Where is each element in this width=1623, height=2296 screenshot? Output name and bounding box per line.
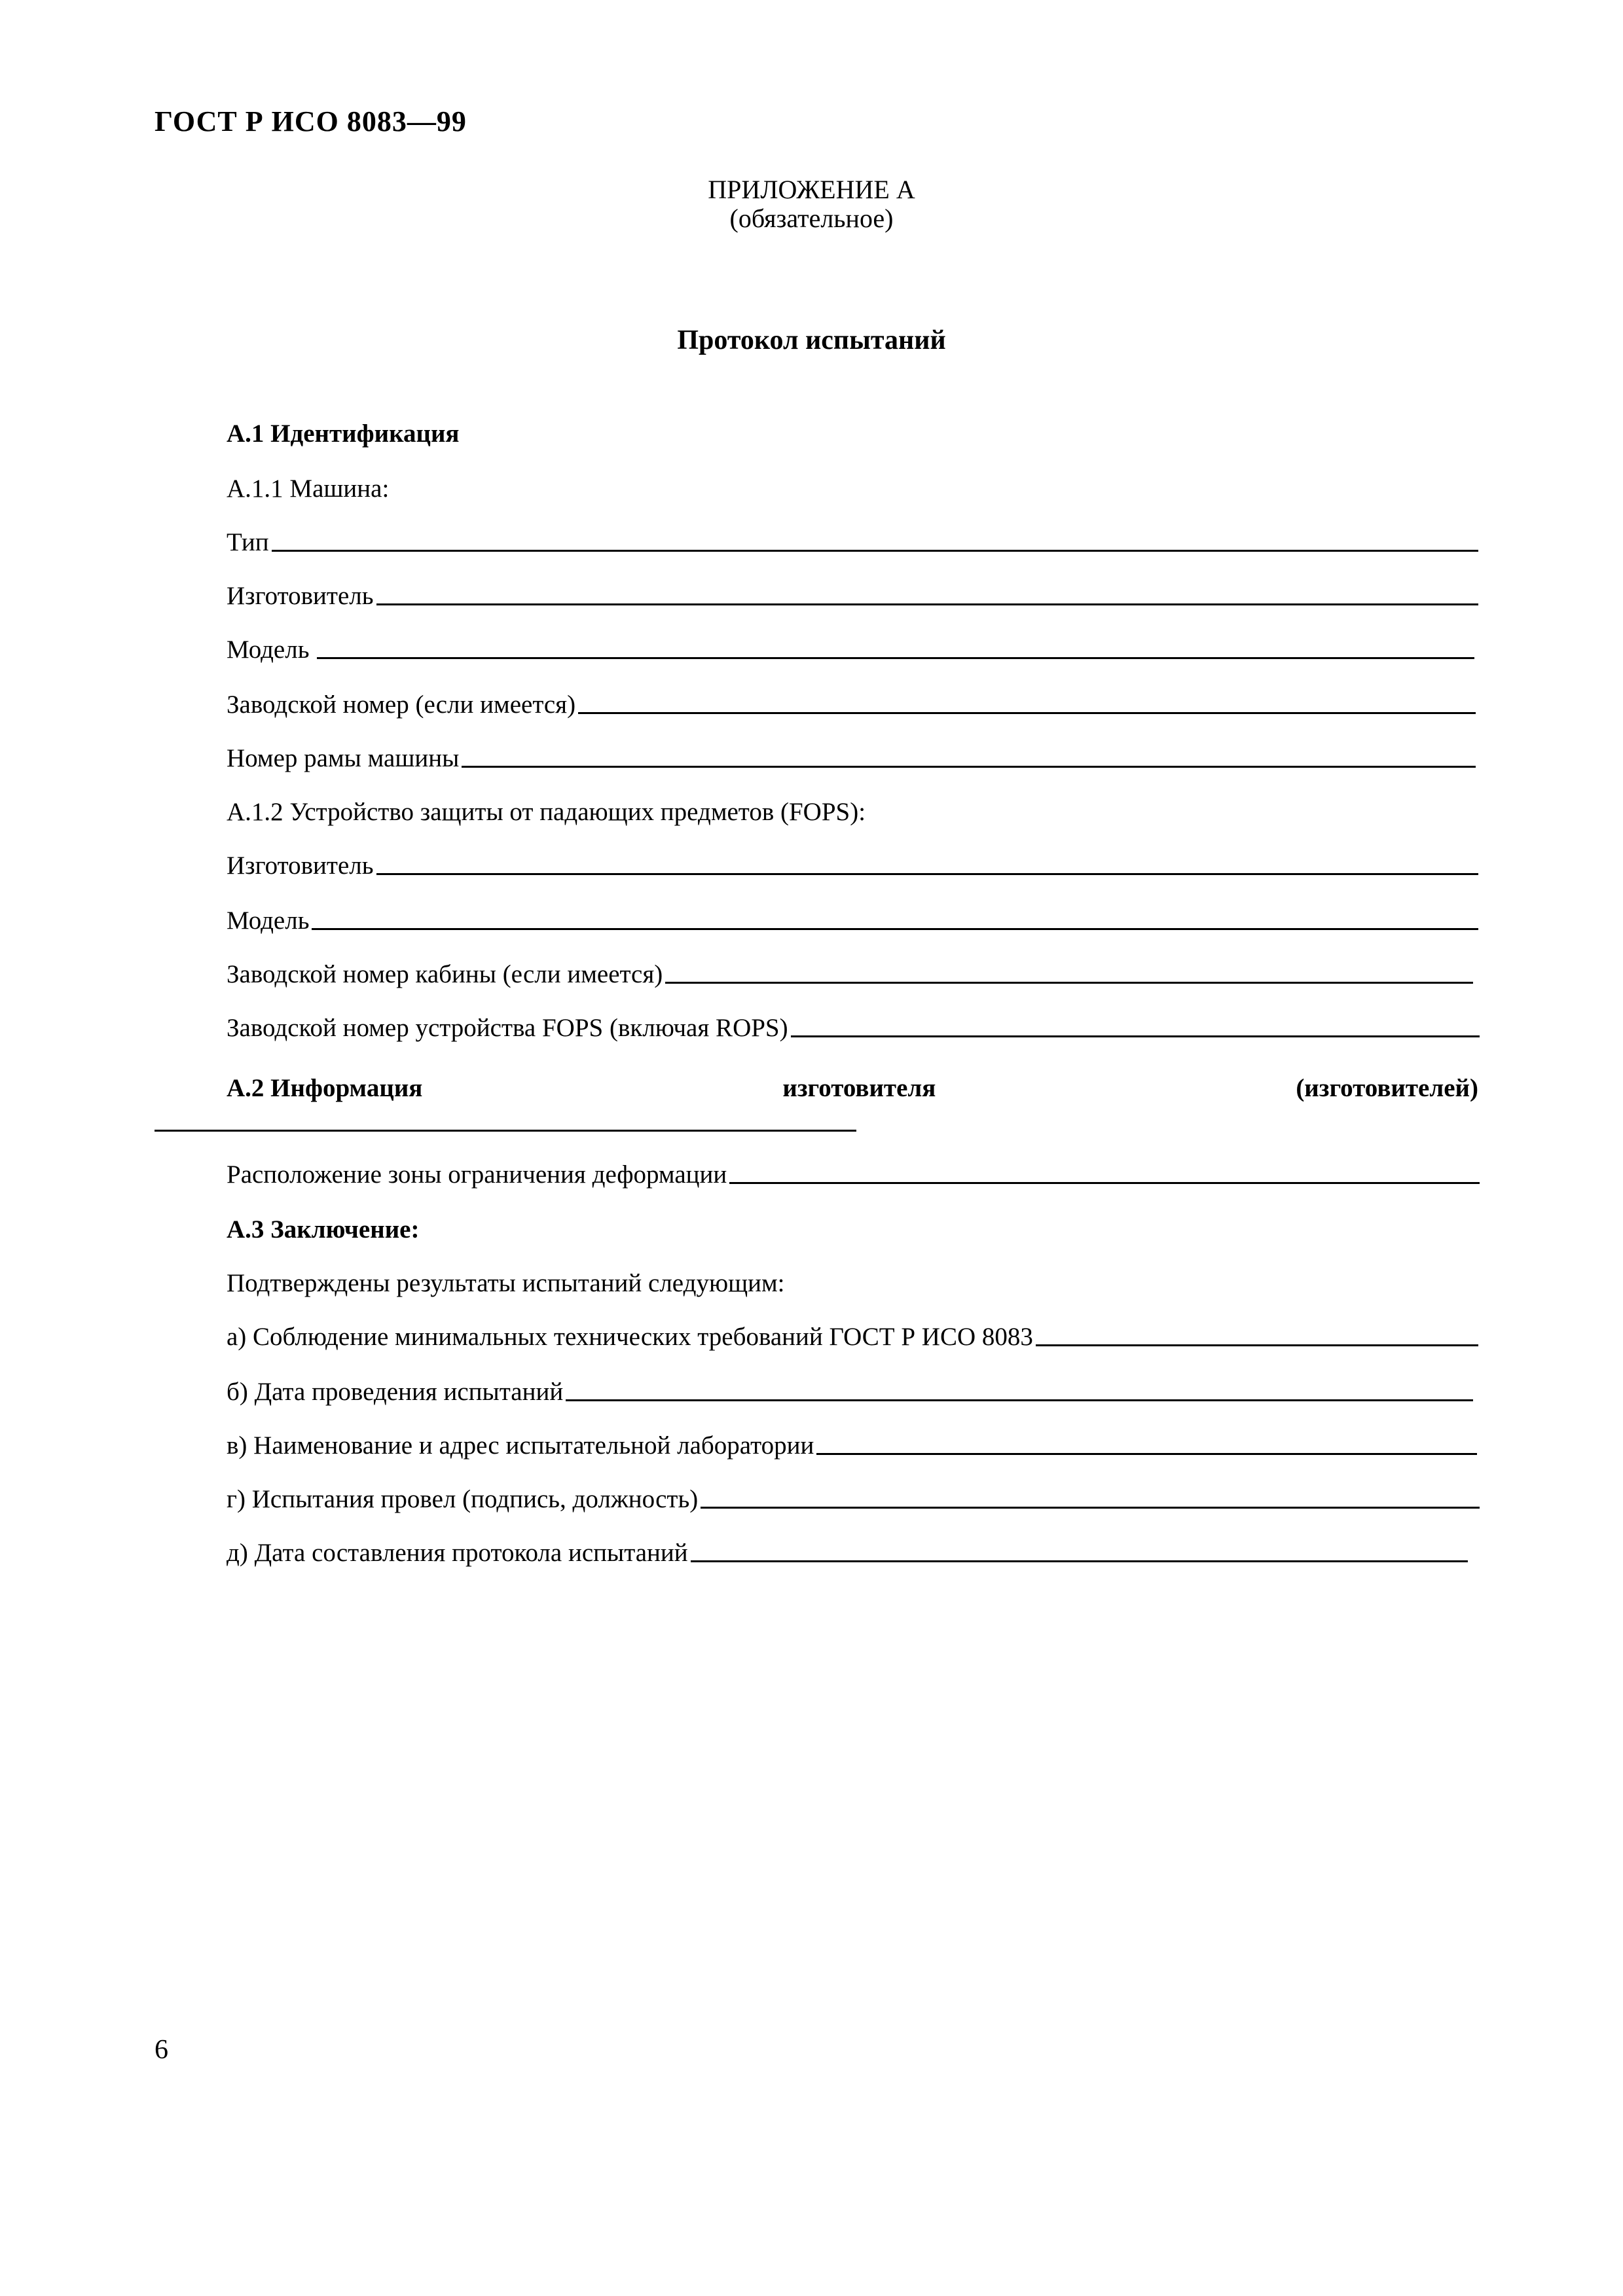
field-label: д) Дата составления протокола испытаний — [227, 1539, 688, 1567]
fill-line[interactable] — [566, 1399, 1473, 1401]
a2-fill-line[interactable] — [155, 1130, 856, 1132]
appendix-heading — [0, 175, 1623, 233]
field-fops-model[interactable] — [227, 906, 1478, 935]
fill-line[interactable] — [462, 766, 1476, 768]
appendix-label: ПРИЛОЖЕНИЕ А — [708, 175, 915, 204]
field-label: Тип — [227, 528, 269, 556]
fill-line[interactable] — [578, 712, 1476, 714]
fill-line[interactable] — [1036, 1344, 1478, 1346]
field-label: Заводской номер устройства FOPS (включая ROPS) — [227, 1014, 788, 1042]
field-label: в) Наименование и адрес испытательной лаборатории — [227, 1431, 814, 1460]
section-a2-heading — [227, 1073, 1478, 1103]
field-conclusion-a[interactable] — [227, 1322, 1478, 1352]
fill-line[interactable] — [272, 550, 1478, 552]
fill-line[interactable] — [701, 1507, 1480, 1509]
a2-word-manufacturers: (изготовителей) — [1296, 1074, 1478, 1102]
a2-word-manufacturer: изготовителя — [782, 1074, 936, 1102]
field-machine-serial[interactable] — [227, 690, 1476, 719]
field-label: Изготовитель — [227, 852, 374, 880]
field-label: а) Соблюдение минимальных технических требований ГОСТ Р ИСО 8083 — [227, 1323, 1033, 1351]
fill-line[interactable] — [317, 657, 1474, 659]
field-conclusion-b[interactable] — [227, 1377, 1473, 1407]
field-frame-number[interactable] — [227, 744, 1476, 773]
field-conclusion-e[interactable] — [227, 1538, 1468, 1568]
field-fops-serial[interactable] — [227, 1013, 1480, 1043]
fill-line[interactable] — [665, 982, 1473, 984]
document-number: ГОСТ Р ИСО 8083—99 — [155, 105, 467, 137]
fill-line[interactable] — [376, 603, 1479, 605]
field-label: Расположение зоны ограничения деформации — [227, 1160, 727, 1189]
fill-line[interactable] — [312, 928, 1478, 930]
field-machine-manufacturer[interactable] — [227, 581, 1478, 611]
section-a3-intro: Подтверждены результаты испытаний следующим: — [227, 1269, 785, 1297]
field-label: Заводской номер кабины (если имеется) — [227, 960, 663, 988]
field-label: Заводской номер (если имеется) — [227, 691, 576, 719]
field-machine-model[interactable] — [227, 635, 1474, 664]
section-a12-heading: А.1.2 Устройство защиты от падающих предметов (FOPS): — [227, 798, 866, 826]
field-conclusion-c[interactable] — [227, 1431, 1477, 1460]
field-label: б) Дата проведения испытаний — [227, 1378, 564, 1406]
section-a3-heading: А.3 Заключение: — [227, 1215, 420, 1244]
field-fops-manufacturer[interactable] — [227, 851, 1478, 880]
appendix-status: (обязательное) — [729, 204, 894, 233]
a2-word-information: А.2 Информация — [227, 1074, 423, 1102]
field-label: Изготовитель — [227, 582, 374, 610]
section-a1-heading: А.1 Идентификация — [227, 420, 460, 448]
field-label: Модель — [227, 906, 310, 935]
fill-line[interactable] — [376, 873, 1479, 875]
field-label: Модель — [227, 636, 310, 664]
fill-line[interactable] — [729, 1182, 1480, 1184]
fill-line[interactable] — [691, 1560, 1468, 1562]
field-machine-type[interactable] — [227, 528, 1478, 557]
field-cab-serial[interactable] — [227, 960, 1473, 989]
page-number: 6 — [155, 2035, 168, 2065]
fill-line[interactable] — [816, 1453, 1477, 1455]
field-conclusion-d[interactable] — [227, 1484, 1480, 1514]
protocol-title: Протокол испытаний — [677, 325, 946, 355]
section-a11-heading: А.1.1 Машина: — [227, 475, 390, 503]
field-label: Номер рамы машины — [227, 744, 460, 772]
field-label: г) Испытания провел (подпись, должность) — [227, 1485, 699, 1513]
fill-line[interactable] — [791, 1035, 1480, 1037]
field-deformation-zone[interactable] — [227, 1160, 1480, 1189]
